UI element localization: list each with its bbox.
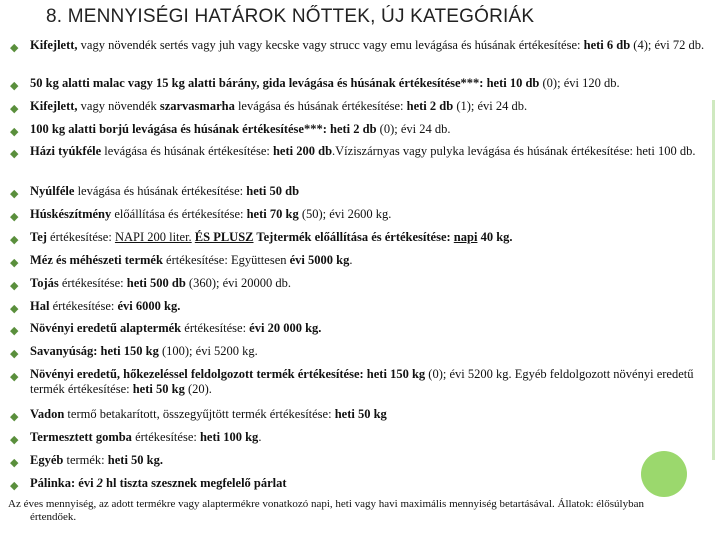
item-text: termő betakarított, összegyűjtött termék értékesítése:: [64, 407, 335, 421]
item-text: Termesztett gomba: [30, 430, 132, 444]
footnote-line: Az éves mennyiség, az adott termékre vagy alaptermékre vonatkozó napi, heti vagy havi maximális mennyiség betartásával. Állatok: élősúlyban: [8, 498, 644, 510]
list-item-piglet-lamb: [10, 76, 710, 92]
item-text: (20).: [184, 382, 212, 396]
item-text: szarvasmarha: [159, 99, 235, 113]
bullet-icon: ◆: [10, 79, 19, 92]
item-text: Méz és méhészeti termék: [30, 253, 163, 267]
list-item-pickles: [10, 344, 710, 360]
list-item-plant-base: [10, 321, 710, 337]
item-text: 100 kg alatti borjú levágása és húsának értékesítése***: heti 2 db: [30, 122, 377, 136]
item-text: heti 500 db: [126, 276, 186, 290]
item-text: értékesítése: Együttesen: [162, 253, 290, 267]
item-text: évi 6000 kg.: [117, 299, 181, 313]
item-text: .Víziszárnyas vagy pulyka levágása és húsának értékesítése: heti 100 db.: [332, 144, 696, 158]
item-text: Kifejlett,: [30, 38, 78, 52]
item-text: Növényi eredetű, hőkezeléssel feldolgozott termék értékesítése: heti 150 kg: [30, 367, 426, 381]
item-text: értékesítése:: [49, 299, 118, 313]
item-text: értékesítése:: [58, 276, 127, 290]
item-text: Növényi eredetű alaptermék: [30, 321, 182, 335]
item-text: napi: [453, 230, 478, 244]
bullet-icon: ◆: [10, 125, 19, 138]
item-text: értékesítése:: [46, 230, 115, 244]
list-item-pig-sheep: [10, 38, 710, 54]
decorative-side-line: [712, 100, 715, 460]
item-text: Kifejlett,: [30, 99, 78, 113]
item-text: Savanyúság: heti 150 kg: [30, 344, 159, 358]
item-text: heti 50 db: [246, 184, 300, 198]
bullet-icon: ◆: [10, 256, 19, 269]
item-text: 40 kg.: [477, 230, 513, 244]
item-text: Húskészítmény: [30, 207, 112, 221]
bullet-icon: ◆: [10, 41, 19, 54]
list-item-other: [10, 453, 710, 469]
bullet-icon: ◆: [10, 102, 19, 115]
list-item-palinka: [10, 476, 710, 492]
item-text: heti 50 kg: [334, 407, 387, 421]
bullet-icon: ◆: [10, 410, 19, 423]
list-item-rabbit: [10, 184, 710, 200]
item-text: termék:: [63, 453, 108, 467]
item-text: 2: [96, 476, 103, 490]
item-text: levágása és húsának értékesítése:: [74, 184, 247, 198]
item-text: levágása és húsának értékesítése:: [101, 144, 273, 158]
item-text: Pálinka: évi: [30, 476, 97, 490]
footnote-line: értendőek.: [30, 511, 77, 523]
item-text: 50 kg alatti malac vagy 15 kg alatti bárány, gida levágása és húsának értékesítése***: heti 10 db: [30, 76, 540, 90]
list-item-calf: [10, 122, 710, 138]
decorative-green-circle: [641, 451, 687, 497]
item-text: (360); évi 20000 db.: [185, 276, 291, 290]
item-text: értékesítése:: [181, 321, 250, 335]
bullet-icon: ◆: [10, 279, 19, 292]
bullet-icon: ◆: [10, 347, 19, 360]
list-item-wild: [10, 407, 710, 423]
bullet-icon: ◆: [10, 324, 19, 337]
item-text: Egyéb: [30, 453, 64, 467]
item-text: heti 200 db: [272, 144, 333, 158]
item-text: hl tiszta szesznek megfelelő párlat: [102, 476, 287, 490]
item-text: heti 50 kg.: [107, 453, 163, 467]
item-text: Tejtermék előállítása és értékesítése:: [253, 230, 454, 244]
item-text: Nyúlféle: [30, 184, 75, 198]
bullet-icon: ◆: [10, 210, 19, 223]
bullet-icon: ◆: [10, 302, 19, 315]
item-text: értékesítése:: [131, 430, 200, 444]
item-text: évi 5000 kg: [289, 253, 350, 267]
item-text: Hal: [30, 299, 50, 313]
item-text: .: [349, 253, 353, 267]
item-text: heti 50 kg: [132, 382, 185, 396]
bullet-icon: ◆: [10, 479, 19, 492]
item-text: vagy növendék sertés vagy juh vagy kecske vagy strucc vagy emu levágása és húsának értékesítése:: [77, 38, 584, 52]
item-text: Tojás: [30, 276, 59, 290]
page-title: 8. MENNYISÉGI HATÁROK NŐTTEK, ÚJ KATEGÓRIÁK: [46, 6, 535, 27]
item-text: heti 2 db: [406, 99, 454, 113]
bullet-icon: ◆: [10, 147, 19, 160]
item-text: NAPI 200 liter.: [114, 230, 192, 244]
list-item-eggs: [10, 276, 710, 292]
item-text: heti 6 db: [583, 38, 631, 52]
list-item-milk: [10, 230, 710, 246]
item-text: ÉS PLUSZ: [194, 230, 254, 244]
item-text: levágása és húsának értékesítése:: [234, 99, 407, 113]
list-item-poultry: [10, 144, 710, 160]
bullet-icon: ◆: [10, 233, 19, 246]
footnote: [8, 498, 713, 524]
item-text: (100); évi 5200 kg.: [158, 344, 258, 358]
list-item-honey: [10, 253, 710, 269]
list-item-meat-product: [10, 207, 710, 223]
bullet-icon: ◆: [10, 187, 19, 200]
item-text: Házi tyúkféle: [30, 144, 102, 158]
bullet-icon: ◆: [10, 370, 19, 383]
item-text: Vadon: [30, 407, 65, 421]
item-text: vagy növendék: [77, 99, 160, 113]
item-text: heti 70 kg: [246, 207, 299, 221]
item-text: (0); évi 24 db.: [376, 122, 451, 136]
item-text: (1); évi 24 db.: [453, 99, 528, 113]
item-text: heti 100 kg: [199, 430, 259, 444]
item-text: (50); évi 2600 kg.: [298, 207, 392, 221]
bullet-icon: ◆: [10, 456, 19, 469]
list-item-cattle: [10, 99, 710, 115]
item-text: (4); évi 72 db.: [630, 38, 705, 52]
bullet-icon: ◆: [10, 433, 19, 446]
item-text: (0); évi 5200 kg. Egyéb feldolgozott növényi eredetű termék értékesítése:: [30, 367, 694, 396]
item-text: (0); évi 120 db.: [539, 76, 620, 90]
item-text: évi 20 000 kg.: [249, 321, 322, 335]
item-text: Tej: [30, 230, 47, 244]
list-item-processed-plant: [10, 367, 710, 397]
item-text: előállítása és értékesítése:: [111, 207, 247, 221]
list-item-mushroom: [10, 430, 710, 446]
list-item-fish: [10, 299, 710, 315]
item-text: .: [258, 430, 262, 444]
